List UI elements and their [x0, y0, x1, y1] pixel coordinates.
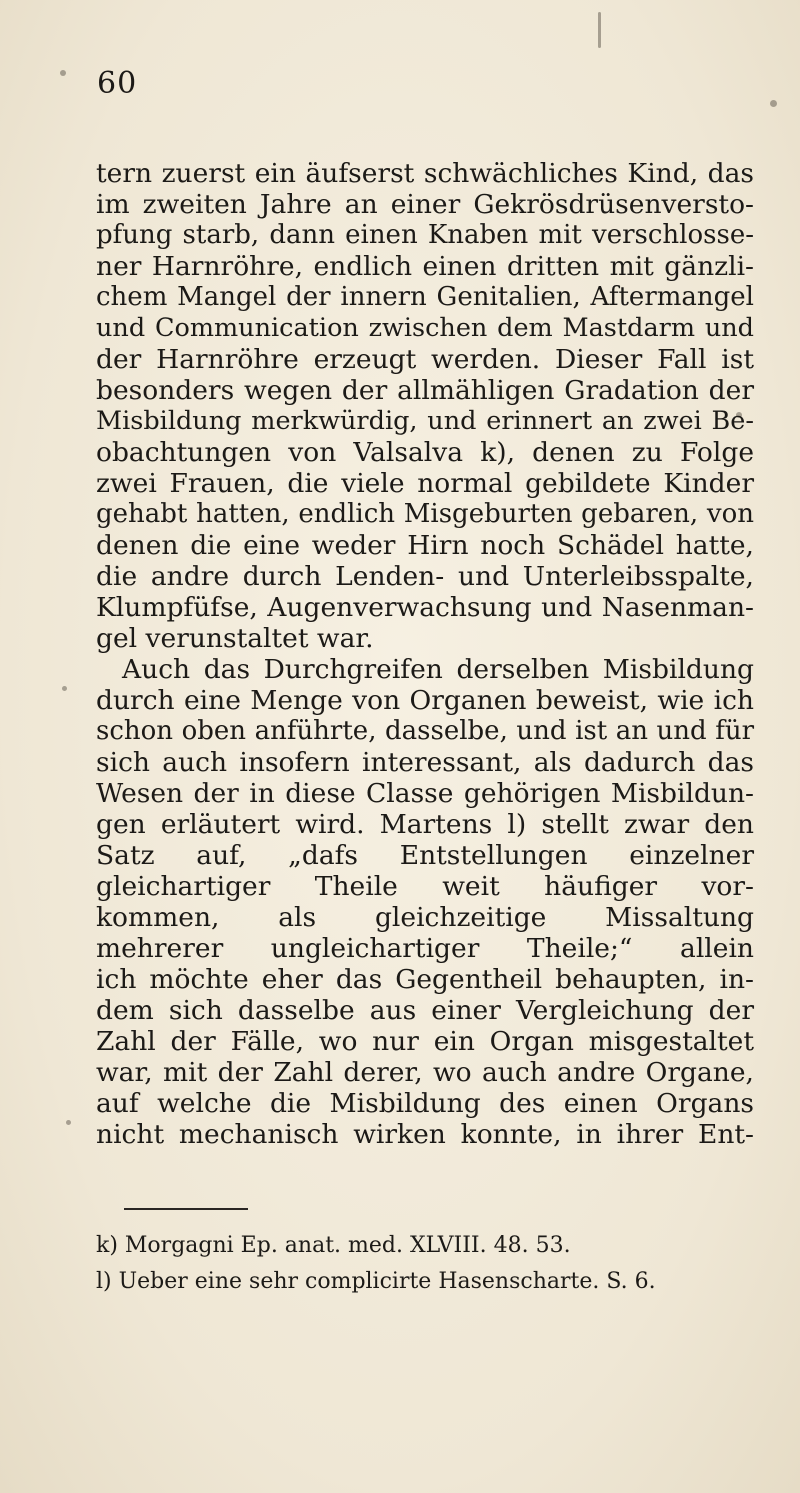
text-line: dem sich dasselbe aus einer Vergleichung der [96, 995, 754, 1026]
text-line: sich auch insofern interessant, als dadurch das [96, 747, 754, 778]
text-line: schon oben anführte, dasselbe, und ist an und für [96, 716, 754, 746]
text-line: pfung starb, dann einen Knaben mit verschlosse- [96, 220, 754, 250]
text-line: und Communication zwischen dem Mastdarm und [96, 313, 754, 343]
text-line: im zweiten Jahre an einer Gekrösdrüsenversto- [96, 189, 754, 220]
paper-blemish [598, 12, 601, 48]
footnote-l: l) Ueber eine sehr complicirte Hasenscharte. S. 6. [96, 1269, 656, 1294]
footnote-rule [124, 1208, 248, 1210]
text-line: Klumpfüfse, Augenverwachsung und Nasenman- [96, 592, 754, 623]
text-line: mehrerer ungleichartiger Theile;“ allein [96, 933, 754, 964]
text-line: kommen, als gleichzeitige Missaltung [96, 902, 754, 933]
text-line: tern zuerst ein äufserst schwächliches Kind, das [96, 158, 754, 189]
text-line: gehabt hatten, endlich Misgeburten gebaren, von [96, 499, 754, 529]
text-line: Misbildung merkwürdig, und erinnert an zwei Be- [96, 406, 754, 436]
text-line: der Harnröhre erzeugt werden. Dieser Fall ist [96, 344, 754, 375]
text-line: ich möchte eher das Gegentheil behaupten, in- [96, 964, 754, 995]
text-line: gen erläutert wird. Martens l) stellt zwar den [96, 809, 754, 840]
text-line: ner Harnröhre, endlich einen dritten mit gänzli- [96, 251, 754, 282]
text-line: Wesen der in diese Classe gehörigen Misbildun- [96, 778, 754, 809]
text-line: chem Mangel der innern Genitalien, Aftermangel [96, 282, 754, 312]
paper-spot [770, 100, 777, 107]
text-line: obachtungen von Valsalva k), denen zu Folge [96, 437, 754, 468]
text-line: denen die eine weder Hirn noch Schädel hatte, [96, 530, 754, 561]
text-line: durch eine Menge von Organen beweist, wie ich [96, 685, 754, 716]
text-line: war, mit der Zahl derer, wo auch andre Organe, [96, 1057, 754, 1088]
footnotes [96, 1228, 754, 1300]
text-line: die andre durch Lenden- und Unterleibsspalte, [96, 561, 754, 592]
text-line: Satz auf, „dafs Entstellungen einzelner [96, 840, 754, 871]
page-number: 60 [97, 66, 138, 101]
text-line: zwei Frauen, die viele normal gebildete Kinder [96, 468, 754, 499]
text-line: Zahl der Fälle, wo nur ein Organ misgestaltet [96, 1026, 754, 1057]
paper-spot [60, 70, 66, 76]
body-text [96, 158, 754, 1150]
text-line: besonders wegen der allmähligen Gradation der [96, 375, 754, 406]
text-line: Auch das Durchgreifen derselben Misbildung [122, 654, 754, 685]
paper-spot [62, 686, 67, 691]
paper-spot [66, 1120, 71, 1125]
footnote-k: k) Morgagni Ep. anat. med. XLVIII. 48. 53. [96, 1233, 571, 1258]
text-line: gel verunstaltet war. [96, 623, 374, 654]
text-line: auf welche die Misbildung des einen Organs [96, 1088, 754, 1119]
text-line: gleichartiger Theile weit häufiger vor- [96, 871, 754, 902]
text-line: nicht mechanisch wirken konnte, in ihrer Ent- [96, 1119, 754, 1150]
